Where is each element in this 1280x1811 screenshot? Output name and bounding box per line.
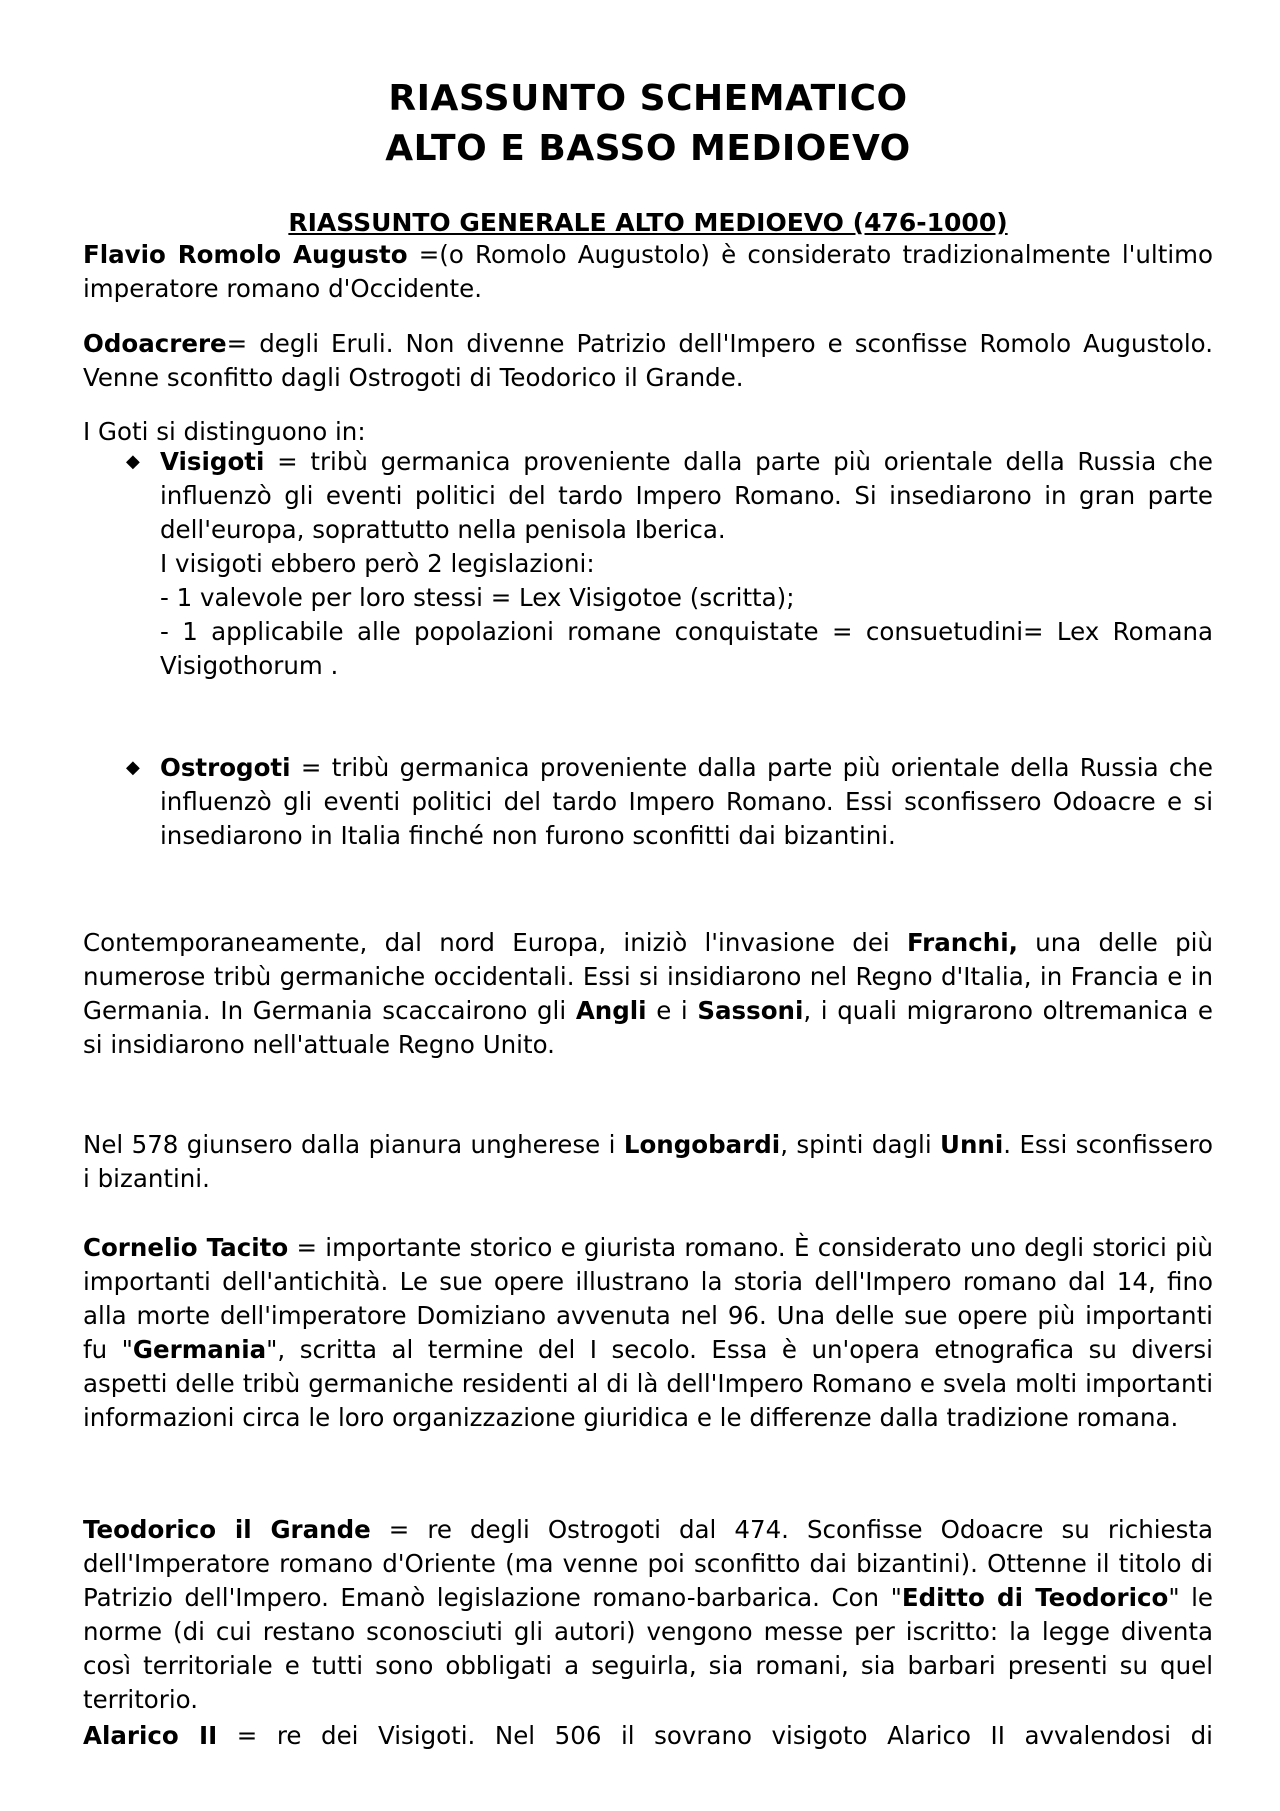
text-tacito-2: ", scritta al termine del I secolo. Essa è un'opera etnografica su diversi aspetti delle tribù germaniche residenti al di là dell'Impero Romano e svela molti importanti informazioni circa le loro organizzazione giuridica e le differenze dalla tradizione romana. [83, 1335, 1213, 1432]
text-longobardi-1: Nel 578 giunsero dalla pianura ungherese i [83, 1130, 624, 1159]
paragraph-alarico [83, 1719, 1213, 1753]
text-franchi-1: Contemporaneamente, dal nord Europa, iniziò l'invasione dei [83, 928, 907, 957]
text-longobardi-3: . Essi sconfissero i bizantini. [83, 1130, 1213, 1193]
document-title-line-1: RIASSUNTO SCHEMATICO [388, 78, 908, 119]
diamond-bullet-icon: ◆ [126, 757, 140, 778]
paragraph-goti-intro: I Goti si distinguono in: [83, 417, 366, 446]
paragraph-tacito [83, 1231, 1213, 1435]
term-unni: Unni [940, 1130, 1004, 1159]
visigoti-legislation-2: - 1 applicabile alle popolazioni romane conquistate = consuetudini= Lex Romana Visigothorum . [160, 617, 1213, 680]
paragraph-teodorico [83, 1513, 1213, 1717]
term-germania: Germania [132, 1335, 267, 1364]
document-title-line-2: ALTO E BASSO MEDIOEVO [385, 128, 911, 169]
paragraph-longobardi [83, 1128, 1213, 1196]
text-franchi-3: e i [646, 996, 698, 1025]
text-ostrogoti: = tribù germanica proveniente dalla parte più orientale della Russia che influenzò gli eventi politici del tardo Impero Romano. Essi sconfissero Odoacre e si insediarono in Italia finché non furono sconfitti dai bizantini. [160, 753, 1213, 850]
text-teodorico-2: " le norme (di cui restano sconosciuti gli autori) vengono messe per iscritto: la legge diventa così territoriale e tutti sono obbligati a seguirla, sia romani, sia barbari presenti su quel territorio. [83, 1583, 1213, 1714]
term-tacito: Cornelio Tacito [83, 1233, 289, 1262]
text-visigoti: = tribù germanica proveniente dalla parte più orientale della Russia che influenzò gli eventi politici del tardo Impero Romano. Si insediarono in gran parte dell'europa, soprattutto nella penisola Iberica. [160, 447, 1213, 544]
list-item-visigoti [126, 445, 1213, 683]
paragraph-odoacrere [83, 327, 1213, 395]
list-item-ostrogoti [126, 751, 1213, 853]
term-angli: Angli [575, 996, 647, 1025]
term-longobardi: Longobardi [623, 1130, 781, 1159]
term-alarico: Alarico II [83, 1721, 218, 1750]
paragraph-franchi [83, 926, 1213, 1062]
term-flavio: Flavio Romolo Augusto [83, 240, 408, 269]
term-ostrogoti: Ostrogoti [160, 753, 291, 782]
text-tacito-1: = importante storico e giurista romano. È considerato uno degli storici più importanti dell'antichità. Le sue opere illustrano la storia dell'Impero romano dal 14, fino alla morte dell'imperatore Domiziano avvenuta nel 96. Una delle sue opere più importanti fu " [83, 1233, 1213, 1364]
term-franchi: Franchi, [907, 928, 1018, 957]
paragraph-flavio [83, 238, 1213, 306]
term-odoacrere: Odoacrere [83, 329, 227, 358]
text-flavio: =(o Romolo Augustolo) è considerato tradizionalmente l'ultimo imperatore romano d'Occidente. [83, 240, 1213, 303]
text-odoacrere: = degli Eruli. Non divenne Patrizio dell'Impero e sconfisse Romolo Augustolo. Venne sconfitto dagli Ostrogoti di Teodorico il Grande. [83, 329, 1213, 392]
diamond-bullet-icon: ◆ [126, 451, 140, 472]
text-longobardi-2: , spinti dagli [780, 1130, 941, 1159]
term-sassoni: Sassoni [697, 996, 804, 1025]
term-visigoti: Visigoti [160, 447, 265, 476]
text-teodorico-1: = re degli Ostrogoti dal 474. Sconfisse Odoacre su richiesta dell'Imperatore romano d'Oriente (ma venne poi sconfitto dai bizantini). Ottenne il titolo di Patrizio dell'Impero. Emanò legislazione romano-barbarica. Con " [83, 1515, 1213, 1612]
text-franchi-4: , i quali migrarono oltremanica e si insidiarono nell'attuale Regno Unito. [83, 996, 1213, 1059]
section-heading: RIASSUNTO GENERALE ALTO MEDIOEVO (476-1000) [288, 208, 1008, 237]
text-alarico: = re dei Visigoti. Nel 506 il sovrano visigoto Alarico II avvalendosi di [217, 1721, 1213, 1750]
term-editto: Editto di Teodorico [901, 1583, 1169, 1612]
visigoti-legislation-intro: I visigoti ebbero però 2 legislazioni: [160, 549, 595, 578]
visigoti-legislation-1: - 1 valevole per loro stessi = Lex Visigotoe (scritta); [160, 583, 795, 612]
term-teodorico: Teodorico il Grande [83, 1515, 371, 1544]
text-franchi-2: una delle più numerose tribù germaniche occidentali. Essi si insidiarono nel Regno d'Italia, in Francia e in Germania. In Germania scaccairono gli [83, 928, 1213, 1025]
